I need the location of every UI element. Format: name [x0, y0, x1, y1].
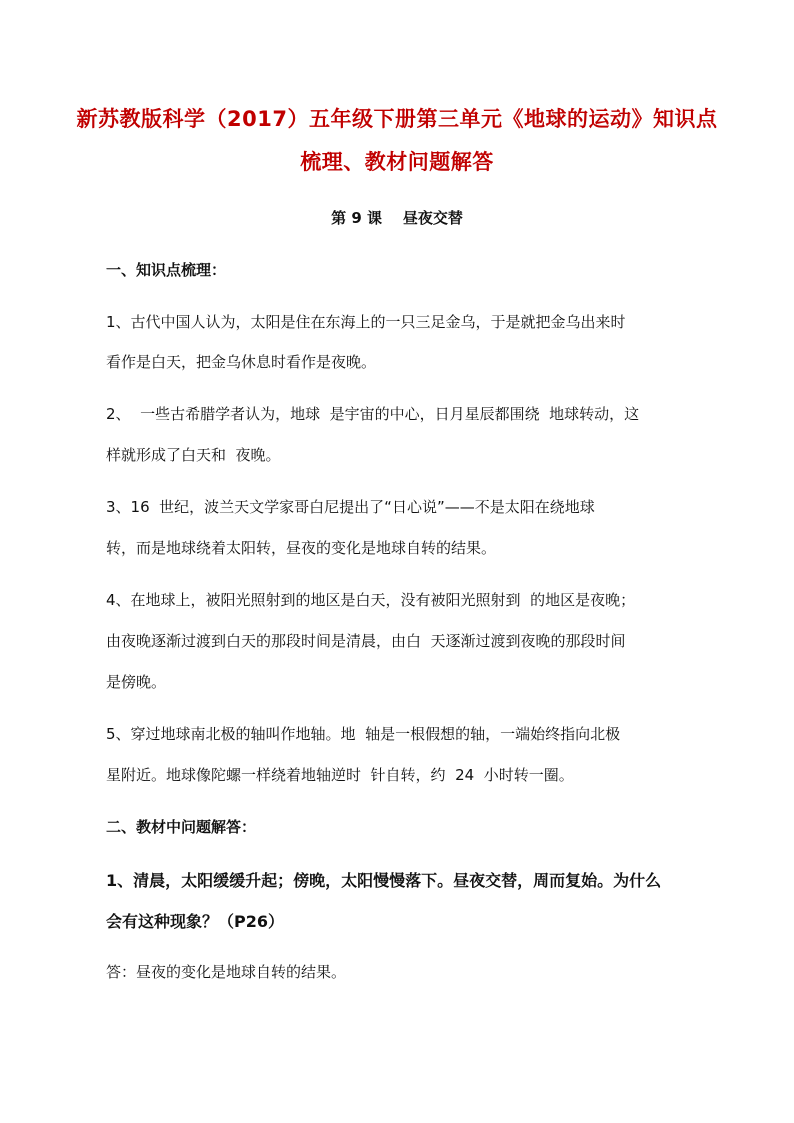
- point-1-line-1: 1、古代中国人认为，太阳是住在东海上的一只三足金乌，于是就把金乌出来时: [106, 313, 626, 331]
- section-heading-textbook-questions: 二、教材中问题解答：: [106, 818, 257, 836]
- point-1-line-2: 看作是白天，把金乌休息时看作是夜晚。: [106, 353, 377, 371]
- point-4-line-3: 是傍晚。: [106, 673, 167, 691]
- point-2-line-1: 2、 一些古希腊学者认为，地球 是宇宙的中心，日月星辰都围绕 地球转动，这: [106, 405, 640, 423]
- point-4-line-1: 4、在地球上，被阳光照射到的地区是白天，没有被阳光照射到 的地区是夜晚；: [106, 591, 636, 609]
- section-heading-knowledge-points: 一、知识点梳理：: [106, 261, 227, 279]
- question-1-line-2: 会有这种现象？（P26）: [106, 912, 284, 931]
- point-3-line-2: 转，而是地球绕着太阳转，昼夜的变化是地球自转的结果。: [106, 539, 497, 557]
- point-4-line-2: 由夜晚逐渐过渡到白天的那段时间是清晨，由白 天逐渐过渡到夜晚的那段时间: [106, 632, 626, 650]
- document-title-line-2: 梳理、教材问题解答: [300, 150, 494, 174]
- point-2-line-2: 样就形成了白天和 夜晚。: [106, 446, 281, 464]
- point-3-line-1: 3、16 世纪，波兰天文学家哥白尼提出了“日心说”——不是太阳在绕地球: [106, 498, 595, 516]
- point-5-line-1: 5、穿过地球南北极的轴叫作地轴。地 轴是一根假想的轴，一端始终指向北极: [106, 725, 621, 743]
- lesson-heading: 第 9 课 昼夜交替: [331, 209, 463, 227]
- document-title-line-1: 新苏教版科学（2017）五年级下册第三单元《地球的运动》知识点: [76, 107, 718, 131]
- point-5-line-2: 星附近。地球像陀螺一样绕着地轴逆时 针自转，约 24 小时转一圈。: [106, 766, 574, 784]
- question-1-line-1: 1、清晨，太阳缓缓升起；傍晚，太阳慢慢落下。昼夜交替，周而复始。为什么: [106, 871, 662, 890]
- answer-1: 答：昼夜的变化是地球自转的结果。: [106, 963, 347, 981]
